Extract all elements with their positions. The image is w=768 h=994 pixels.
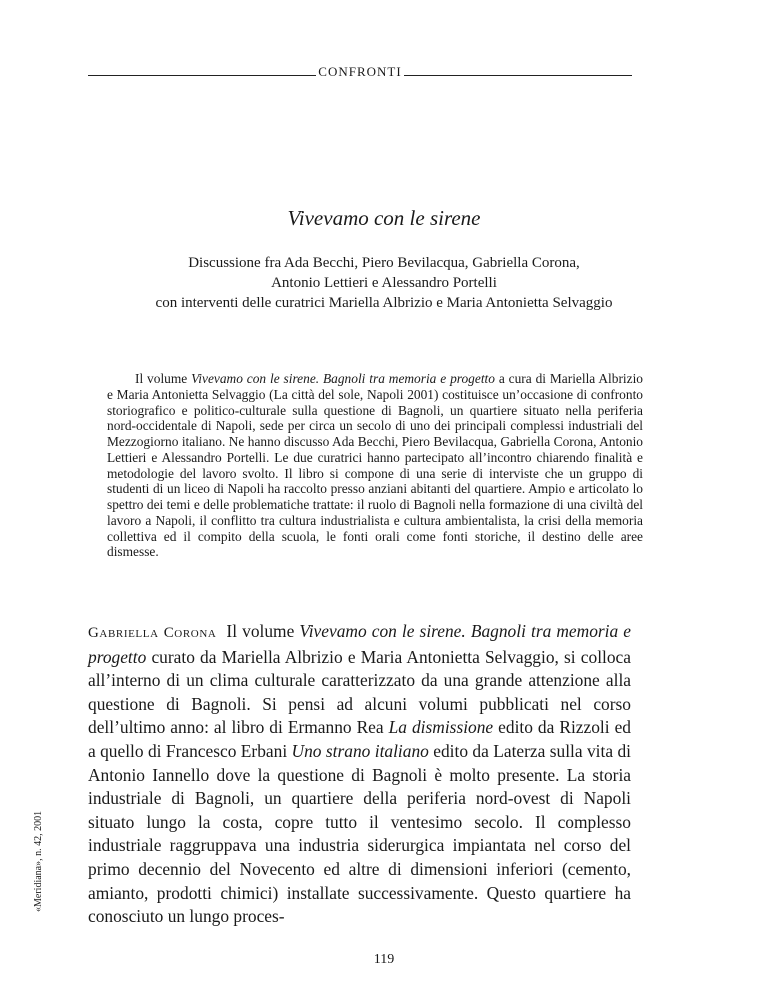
running-head <box>88 64 632 80</box>
book-title: Uno strano italiano <box>291 740 429 761</box>
subtitle-line: con interventi delle curatrici Mariella Albrizio e Maria Antonietta Selvaggio <box>155 295 613 311</box>
page-number: 119 <box>373 952 395 967</box>
running-head-rule-right <box>404 75 632 76</box>
journal-citation-text: «Meridiana», n. 42, 2001 <box>33 810 44 912</box>
body-text <box>88 620 631 929</box>
article-subtitle <box>60 253 708 313</box>
article-title: Vivevamo con le sirene <box>287 206 481 230</box>
abstract-book-title: Vivevamo con le sirene. Bagnoli tra memoria e progetto <box>191 371 495 386</box>
abstract-paragraph <box>107 371 643 560</box>
subtitle-line: Discussione fra Ada Becchi, Piero Bevilacqua, Gabriella Corona, <box>188 255 580 271</box>
body-text-run: Il volume <box>226 621 300 641</box>
abstract-text: Il volume <box>135 371 192 386</box>
body-text-run: edito da Rizzoli ed a quello di Francesco Erbani <box>88 717 631 761</box>
running-head-rule-left <box>88 75 316 76</box>
abstract-text: a cura di Mariella Albrizio e Maria Antonietta Selvaggio (La città del sole, Napoli 2001) costituisce un’occasione di confronto storiografico e politico-culturale sulla questione di Bagnoli, un quartiere situato nella periferia nord-occidentale di Napoli, sede per circa un secolo di uno dei principali complessi industriali del Mezzogiorno italiano. Ne hanno discusso Ada Becchi, Piero Bevilacqua, Gabriella Corona, Antonio Lettieri e Alessandro Portelli. Le due curatrici hanno partecipato all’incontro chiarendo finalità e metodologie del lavoro svolto. Il libro si compone di una serie di interviste che un gruppo di studenti di un liceo di Napoli ha raccolto presso anziani abitanti del quartiere. Ampio e articolato lo spettro dei temi e delle problematiche trattate: il ruolo di Bagnoli nella formazione di una civiltà del lavoro a Napoli, il conflitto tra cultura industrialista e cultura ambientalista, la crisi della memoria collettiva ed il compito della scuola, le fonti orali come fonti storiche, il destino delle aree dismesse. <box>107 371 644 560</box>
subtitle-line: Antonio Lettieri e Alessandro Portelli <box>271 275 497 291</box>
abstract <box>107 371 643 560</box>
speaker-name: Gabriella Corona <box>88 625 217 641</box>
section-label: CONFRONTI <box>318 64 402 79</box>
body-text-run: curato da Mariella Albrizio e Maria Antonietta Selvaggio, si colloca all’interno di un clima culturale caratterizzato da una grande attenzione alla questione di Bagnoli. Si pensi ad alcuni volumi pubblicati nel corso dell’ultimo anno: al libro di Ermanno Rea <box>88 646 631 738</box>
book-title: La dismissione <box>388 717 494 738</box>
body-text-run: edito da Laterza sulla vita di Antonio Iannello dove la questione di Bagnoli è molto presente. La storia industriale di Bagnoli, un quartiere della periferia nord-ovest di Napoli situato lungo la costa, copre tutto il ventesimo secolo. Il complesso industriale raggruppava una industria siderurgica impiantata nel corso del primo decennio del Novecento ed altre di dimensioni inferiori (cemento, amianto, prodotti chimici) installate successivamente. Questo quartiere ha conosciuto un lungo proces- <box>88 740 631 927</box>
body-paragraph <box>88 620 631 929</box>
book-title: Vivevamo con le sirene. Bagnoli tra memoria e progetto <box>88 621 631 667</box>
